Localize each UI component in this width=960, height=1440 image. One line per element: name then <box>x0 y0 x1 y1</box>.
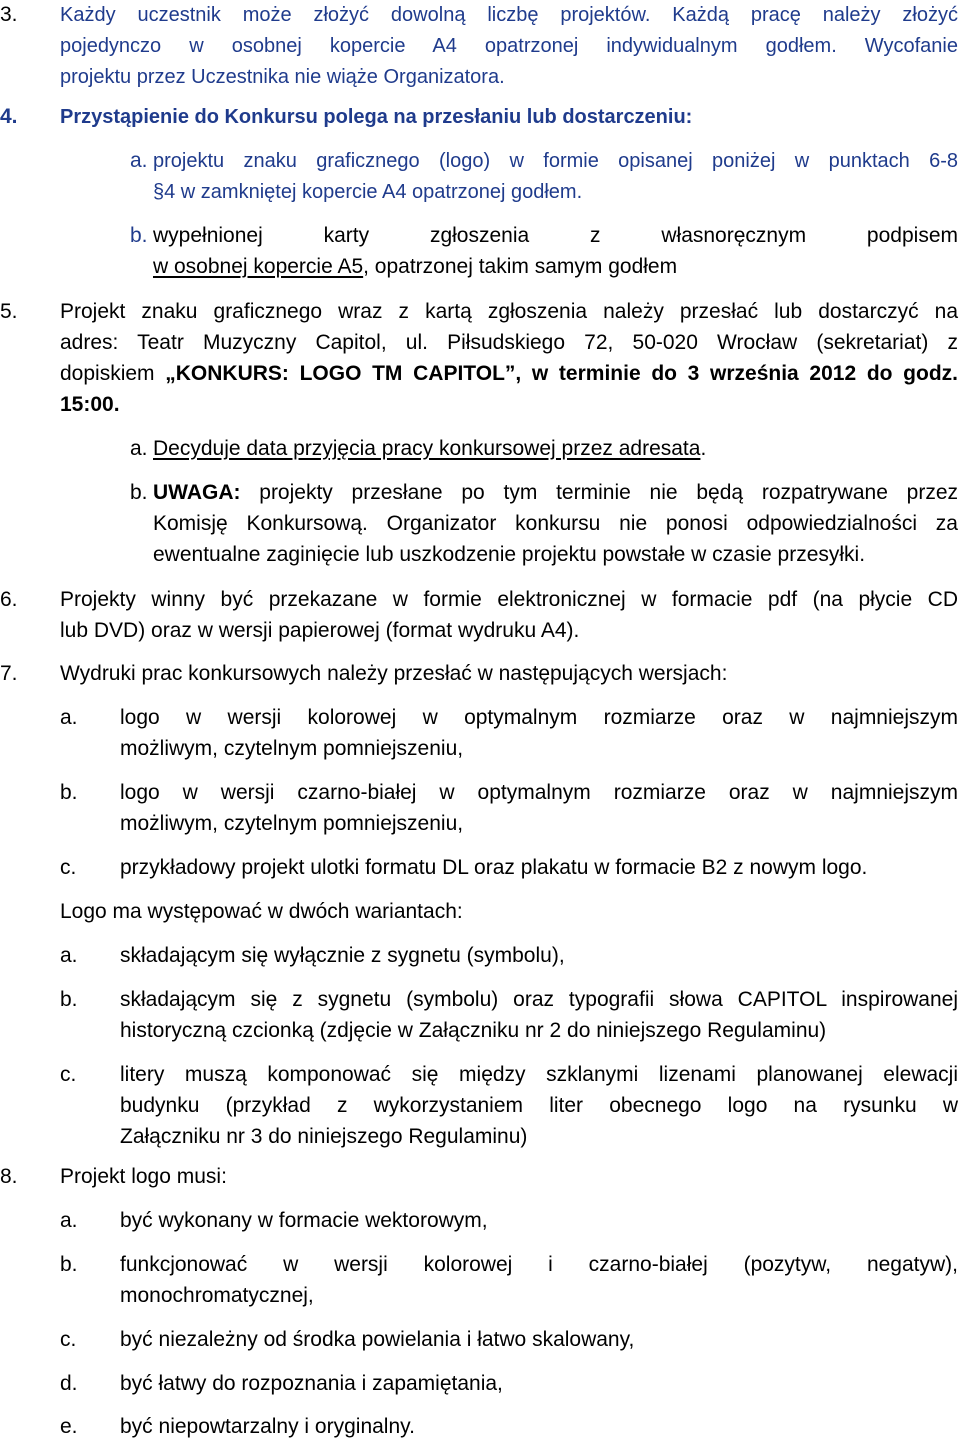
paragraph-line: możliwym, czytelnym pomniejszeniu, <box>120 737 464 760</box>
paragraph-line: Komisję Konkursową. Organizator konkursu nie ponosi odpowiedzialności za <box>153 512 958 535</box>
paragraph-line: projektu znaku graficznego (logo) w formie opisanej poniżej w punktach 6-8 <box>153 150 958 172</box>
paragraph-line: Przystąpienie do Konkursu polega na przesłaniu lub dostarczeniu: <box>60 106 693 128</box>
sub-letter: b. <box>60 988 78 1011</box>
paragraph-line: Każdy uczestnik może złożyć dowolną liczbę projektów. Każdą pracę należy złożyć <box>60 4 958 26</box>
paragraph-line <box>153 436 706 462</box>
item-number: 6. <box>0 588 18 611</box>
paragraph-line: adres: Teatr Muzyczny Capitol, ul. Piłsudskiego 72, 50-020 Wrocław (sekretariat) z <box>60 331 958 354</box>
sub-letter: b. <box>60 781 78 804</box>
paragraph-line: Projekt logo musi: <box>60 1165 227 1188</box>
item-number: 8. <box>0 1165 18 1188</box>
paragraph-line: logo w wersji czarno-białej w optymalnym rozmiarze oraz w najmniejszym <box>120 781 958 804</box>
paragraph-line <box>153 254 677 280</box>
paragraph-line: 15:00. <box>60 393 120 416</box>
item-number: 5. <box>0 300 18 323</box>
paragraph-line: Załączniku nr 3 do niniejszego Regulaminu) <box>120 1125 528 1148</box>
paragraph-line: logo w wersji kolorowej w optymalnym rozmiarze oraz w najmniejszym <box>120 706 958 729</box>
paragraph-line: być niezależny od środka powielania i łatwo skalowany, <box>120 1328 635 1351</box>
paragraph-line: wypełnionej karty zgłoszenia z własnoręcznym podpisem <box>153 224 958 247</box>
sub-letter: c. <box>60 856 77 879</box>
sub-letter: a. <box>130 149 148 172</box>
underlined-text: w osobnej kopercie A5 <box>153 255 364 278</box>
underlined-text: Decyduje data przyjęcia pracy konkursowej przez adresata <box>153 437 701 460</box>
paragraph-line: być łatwy do rozpoznania i zapamiętania, <box>120 1372 503 1395</box>
sub-letter: a. <box>60 944 78 967</box>
item-number: 7. <box>0 662 18 685</box>
sub-letter: e. <box>60 1415 78 1438</box>
bold-text: UWAGA: <box>153 481 241 504</box>
sub-letter: b. <box>130 224 148 247</box>
sub-letter: c. <box>60 1063 77 1086</box>
text-span: . <box>700 437 707 460</box>
paragraph-line: składającym się wyłącznie z sygnetu (symbolu), <box>120 944 565 967</box>
paragraph-line <box>153 480 958 506</box>
paragraph-line: Projekt znaku graficznego wraz z kartą zgłoszenia należy przesłać lub dostarczyć na <box>60 300 958 323</box>
sub-letter: b. <box>130 481 148 504</box>
paragraph-line: Wydruki prac konkursowych należy przesłać w następujących wersjach: <box>60 662 728 685</box>
paragraph-line: funkcjonować w wersji kolorowej i czarno-białej (pozytyw, negatyw), <box>120 1253 958 1276</box>
paragraph-line: projektu przez Uczestnika nie wiąże Organizatora. <box>60 66 505 88</box>
paragraph-line <box>60 361 958 387</box>
paragraph-line: przykładowy projekt ulotki formatu DL oraz plakatu w formacie B2 z nowym logo. <box>120 856 868 879</box>
paragraph-line: lub DVD) oraz w wersji papierowej (format wydruku A4). <box>60 619 580 642</box>
paragraph-line: pojedynczo w osobnej kopercie A4 opatrzonej indywidualnym godłem. Wycofanie <box>60 35 958 57</box>
sub-letter: a. <box>60 706 78 729</box>
paragraph-line: Projekty winny być przekazane w formie elektronicznej w formacie pdf (na płycie CD <box>60 588 958 611</box>
sub-letter: a. <box>130 437 148 460</box>
paragraph-line: być wykonany w formacie wektorowym, <box>120 1209 488 1232</box>
paragraph-line: litery muszą komponować się między szklanymi lizenami planowanej elewacji <box>120 1063 958 1086</box>
paragraph-line: być niepowtarzalny i oryginalny. <box>120 1415 415 1438</box>
paragraph-line: monochromatycznej, <box>120 1284 314 1307</box>
bold-text: „KONKURS: LOGO TM CAPITOL”, w terminie do 3 września 2012 do godz. <box>165 362 958 385</box>
paragraph-line: możliwym, czytelnym pomniejszeniu, <box>120 812 464 835</box>
paragraph-line: budynku (przykład z wykorzystaniem liter obecnego logo na rysunku w <box>120 1094 958 1117</box>
text-span: dopiskiem <box>60 362 166 385</box>
paragraph-line: składającym się z sygnetu (symbolu) oraz typografii słowa CAPITOL inspirowanej <box>120 988 958 1011</box>
sub-letter: a. <box>60 1209 78 1232</box>
item-number: 4. <box>0 105 18 128</box>
sub-letter: c. <box>60 1328 77 1351</box>
paragraph-line: Logo ma występować w dwóch wariantach: <box>60 900 463 923</box>
text-span: , opatrzonej takim samym godłem <box>363 255 678 278</box>
sub-letter: d. <box>60 1372 78 1395</box>
paragraph-line: historyczną czcionką (zdjęcie w Załączniku nr 2 do niniejszego Regulaminu) <box>120 1019 827 1042</box>
paragraph-line: ewentualne zaginięcie lub uszkodzenie projektu powstałe w czasie przesyłki. <box>153 543 866 566</box>
text-span: projekty przesłane po tym terminie nie będą rozpatrywane przez <box>240 481 958 504</box>
paragraph-line: §4 w zamkniętej kopercie A4 opatrzonej godłem. <box>153 181 583 203</box>
sub-letter: b. <box>60 1253 78 1276</box>
item-number: 3. <box>0 3 18 26</box>
